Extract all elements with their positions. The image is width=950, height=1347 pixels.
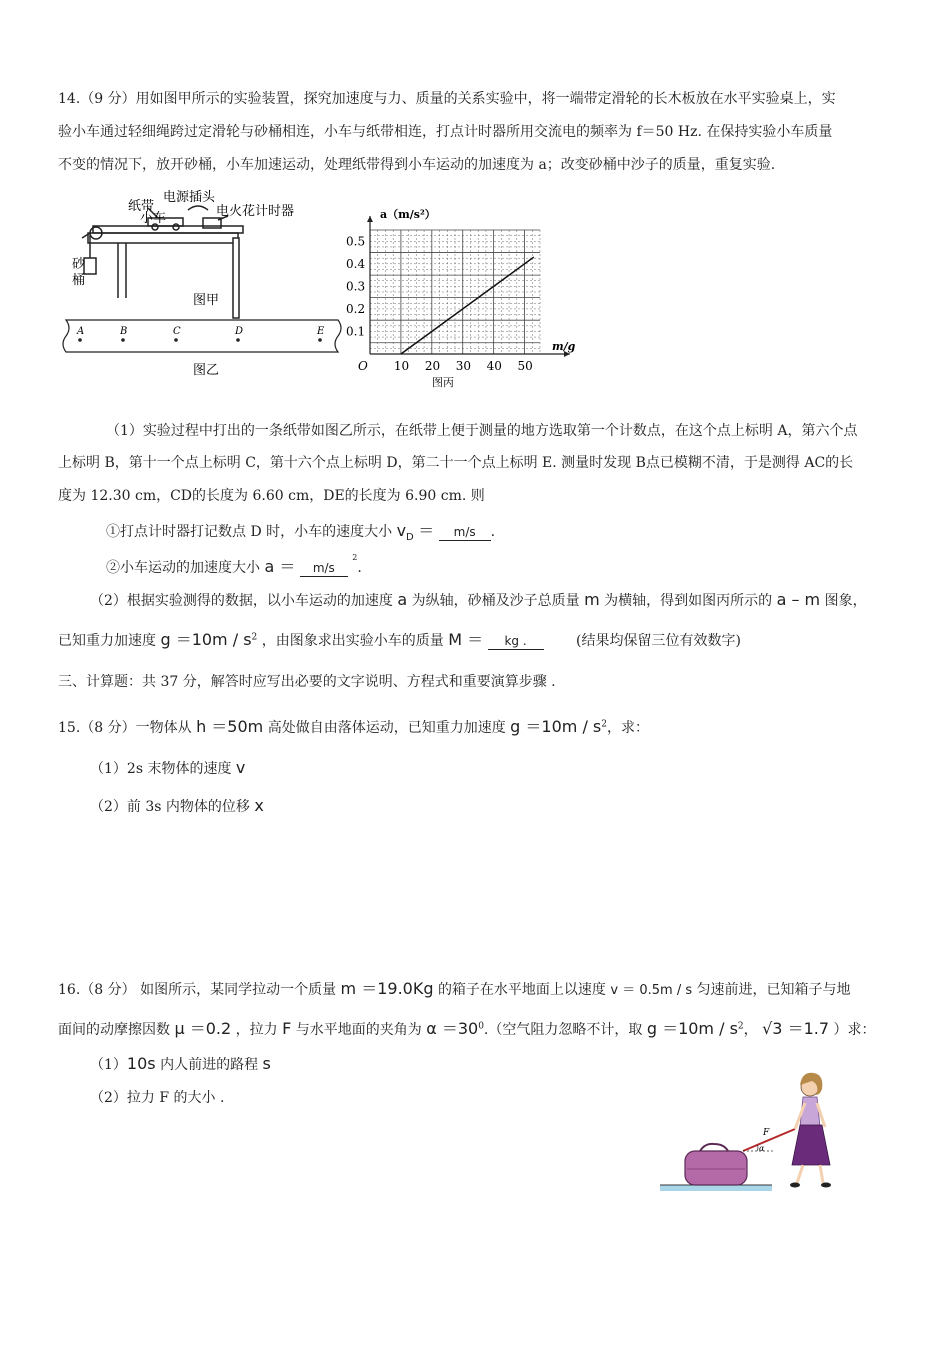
answer-blank-mass[interactable] <box>488 633 544 650</box>
figure-girl-suitcase <box>655 1065 840 1200</box>
q16-gravity: g ＝10m / s <box>646 1019 738 1038</box>
q15-part-2 <box>90 796 264 816</box>
tape-label-a: A <box>77 326 85 337</box>
answer-blank-vd[interactable] <box>439 524 491 541</box>
label-timer: 电火花计时器 <box>216 204 295 219</box>
section-3-title: 三、计算题：共 37 分，解答时应写出必要的文字说明、方程式和重要演算步骤 . <box>58 674 556 690</box>
q14-p2-text-b: 为纵轴，砂桶及沙子总质量 <box>411 593 580 609</box>
x-axis-label: m/g <box>552 340 576 353</box>
q14-p2-unit: kg . <box>504 634 527 648</box>
q16-l2-text-a: 面间的动摩擦因数 <box>58 1022 170 1038</box>
q14-s2-symbol: a ＝ <box>264 557 296 576</box>
q14-line-1: 14.（9 分）用如图甲所示的实验装置，探究加速度与力、质量的关系实验中，将一端带定滑轮的长木板放在水平实验桌上，实 <box>58 91 836 107</box>
tape-dot-d <box>236 338 240 342</box>
label-power-plug: 电源插头 <box>163 190 216 205</box>
q14-s1-symbol: v <box>396 521 407 540</box>
q15-text-a: 15.（8 分）一物体从 <box>58 720 192 736</box>
q14-p2-line-2 <box>58 627 741 650</box>
q14-line-3: 不变的情况下，放开砂桶，小车加速运动，处理纸带得到小车运动的加速度为 a；改变砂桶中沙子的质量，重复实验. <box>58 157 776 173</box>
q16-p1-symbol: s <box>262 1054 271 1073</box>
q16-velocity: v ＝ 0.5m / s <box>610 983 693 998</box>
q15-p1-text: （1）2s 末物体的速度 <box>90 761 232 777</box>
tape-label-c: C <box>173 326 181 337</box>
q14-p1-line-3: 度为 12.30 cm，CD的长度为 6.60 cm，DE的长度为 6.90 cm. 则 <box>58 488 485 504</box>
tape-label-e: E <box>317 326 325 337</box>
q16-friction-coefficient: μ ＝0.2 <box>174 1019 232 1038</box>
q14-p2-sym-a: a <box>397 590 408 609</box>
tape-label-b: B <box>120 326 128 337</box>
q15-text-b: 高处做自由落体运动，已知重力加速度 <box>267 720 506 736</box>
q14-p1-line-2: 上标明 B，第十一个点上标明 C，第十六个点上标明 D，第二十一个点上标明 E. 测量时发现 B点已模糊不清，于是测得 AC的长 <box>58 455 854 471</box>
q16-line-2 <box>58 1016 875 1039</box>
q14-s1-unit: m/s <box>453 525 476 539</box>
q14-p2-sym-m: m <box>584 590 600 609</box>
q14-p1-sub-2 <box>106 554 362 577</box>
q16-part-2: （2）拉力 F 的大小 . <box>90 1090 225 1106</box>
q14-p1-sub-1 <box>106 518 495 543</box>
label-bucket-1: 砂 <box>72 257 86 272</box>
series-line-0 <box>401 257 534 354</box>
origin-label: O <box>358 359 368 373</box>
figure-jia-yi <box>58 188 348 388</box>
q16-angle: α ＝30 <box>426 1019 479 1038</box>
q15-p2-symbol: x <box>254 796 264 815</box>
q14-p2-sym-am: a – m <box>776 590 821 609</box>
x-tick-label: 50 <box>517 359 533 373</box>
y-tick-label: 0.3 <box>346 279 366 294</box>
q16-l2-text-d: .（空气阻力忽略不计，取 <box>483 1022 643 1038</box>
q16-mass: m ＝19.0Kg <box>340 979 434 998</box>
q14-p2-mass-symbol: M ＝ <box>448 630 484 649</box>
chart-bing <box>340 200 590 395</box>
q16-line-1 <box>58 976 851 999</box>
x-tick-label: 40 <box>486 359 502 373</box>
q15-gravity: g ＝10m / s <box>510 717 602 736</box>
q16-text-c: 匀速前进，已知箱子与地 <box>696 982 851 998</box>
q14-p2-line-1 <box>90 590 867 610</box>
q14-p2-text-a: （2）根据实验测得的数据，以小车运动的加速度 <box>90 593 393 609</box>
y-axis-label: a（m/s²） <box>380 208 436 221</box>
y-axis-arrow <box>367 216 373 222</box>
q16-gravity-sup: 2 <box>737 1021 744 1032</box>
answer-blank-a[interactable] <box>300 560 348 577</box>
q14-p2-gravity-sup: 2 <box>251 632 258 643</box>
q16-p1-time: 10s <box>126 1054 156 1073</box>
q14-p2-l2-text-a: 已知重力加速度 <box>58 633 156 649</box>
q16-text-a: 16.（8 分） 如图所示，某同学拉动一个质量 <box>58 982 337 998</box>
q14-s2-end: . <box>357 560 362 576</box>
q15-height: h ＝50m <box>196 717 264 736</box>
caption-jia: 图甲 <box>193 293 220 308</box>
q16-l2-text-f: ）求： <box>833 1022 876 1038</box>
tape-label-d: D <box>235 326 244 337</box>
tape-dot-c <box>174 338 178 342</box>
tape-dot-a <box>78 338 82 342</box>
label-paper-tape: 纸带 <box>128 199 155 214</box>
q14-s1-equals: ＝ <box>418 521 435 540</box>
q16-part-1 <box>90 1054 271 1074</box>
q14-s1-end: . <box>490 524 496 540</box>
q14-p2-note: (结果均保留三位有效数字) <box>576 633 741 649</box>
q16-p1-prefix: （1） <box>90 1057 127 1073</box>
q16-l2-text-c: 与水平地面的夹角为 <box>295 1022 422 1038</box>
x-tick-label: 20 <box>424 359 441 373</box>
q14-s2-sup: 2 <box>352 553 358 563</box>
x-tick-label: 10 <box>393 359 410 373</box>
y-tick-label: 0.1 <box>346 324 366 339</box>
y-tick-label: 0.2 <box>346 301 366 316</box>
q14-s1-subscript: D <box>406 531 414 543</box>
q14-s2-unit: m/s <box>312 561 335 575</box>
q15-text-c: ，求： <box>607 720 649 736</box>
q14-s1-text: ①打点计时器打记数点 D 时，小车的速度大小 <box>106 524 393 540</box>
label-bucket-2: 桶 <box>72 273 86 288</box>
q16-l2-text-b: ，拉力 <box>235 1022 278 1038</box>
q14-p2-gravity: g ＝10m / s <box>160 630 252 649</box>
q15-gravity-sup: 2 <box>601 719 607 730</box>
tape-dot-b <box>121 338 125 342</box>
y-tick-label: 0.4 <box>346 256 366 271</box>
q16-angle-sup: 0 <box>478 1021 484 1032</box>
label-angle-alpha: α <box>759 1144 765 1153</box>
q16-sqrt3: √3 ＝1.7 <box>762 1019 830 1038</box>
q15-p2-text: （2）前 3s 内物体的位移 <box>90 799 250 815</box>
q14-s2-text: ②小车运动的加速度大小 <box>106 560 260 576</box>
y-tick-label: 0.5 <box>346 234 366 249</box>
caption-yi: 图乙 <box>193 363 220 378</box>
label-car: 小车 <box>140 211 167 226</box>
chart-title: 图丙 <box>432 376 454 389</box>
q14-p2-l2-text-b: ，由图象求出实验小车的质量 <box>261 633 444 649</box>
q15-p1-symbol: v <box>235 758 246 777</box>
label-force-F: F <box>763 1128 770 1138</box>
q15-line-1 <box>58 714 649 737</box>
x-tick-label: 30 <box>455 359 472 373</box>
q14-p1-line-1: （1）实验过程中打出的一条纸带如图乙所示，在纸带上便于测量的地方选取第一个计数点，在这个点上标明 A，第六个点 <box>106 423 858 439</box>
q14-line-2: 验小车通过轻细绳跨过定滑轮与砂桶相连，小车与纸带相连，打点计时器所用交流电的频率为 f＝50 Hz. 在保持实验小车质量 <box>58 124 833 140</box>
q14-p2-text-d: 图象， <box>824 593 867 609</box>
tape-dot-e <box>318 338 322 342</box>
q16-text-b: 的箱子在水平地面上以速度 <box>437 982 606 998</box>
q16-l2-text-e: ， <box>743 1022 758 1038</box>
q15-part-1 <box>90 758 245 778</box>
q16-force-symbol: F <box>282 1019 292 1038</box>
q16-p1-text: 内人前进的路程 <box>160 1057 259 1073</box>
q14-p2-text-c: 为横轴，得到如图丙所示的 <box>604 593 773 609</box>
